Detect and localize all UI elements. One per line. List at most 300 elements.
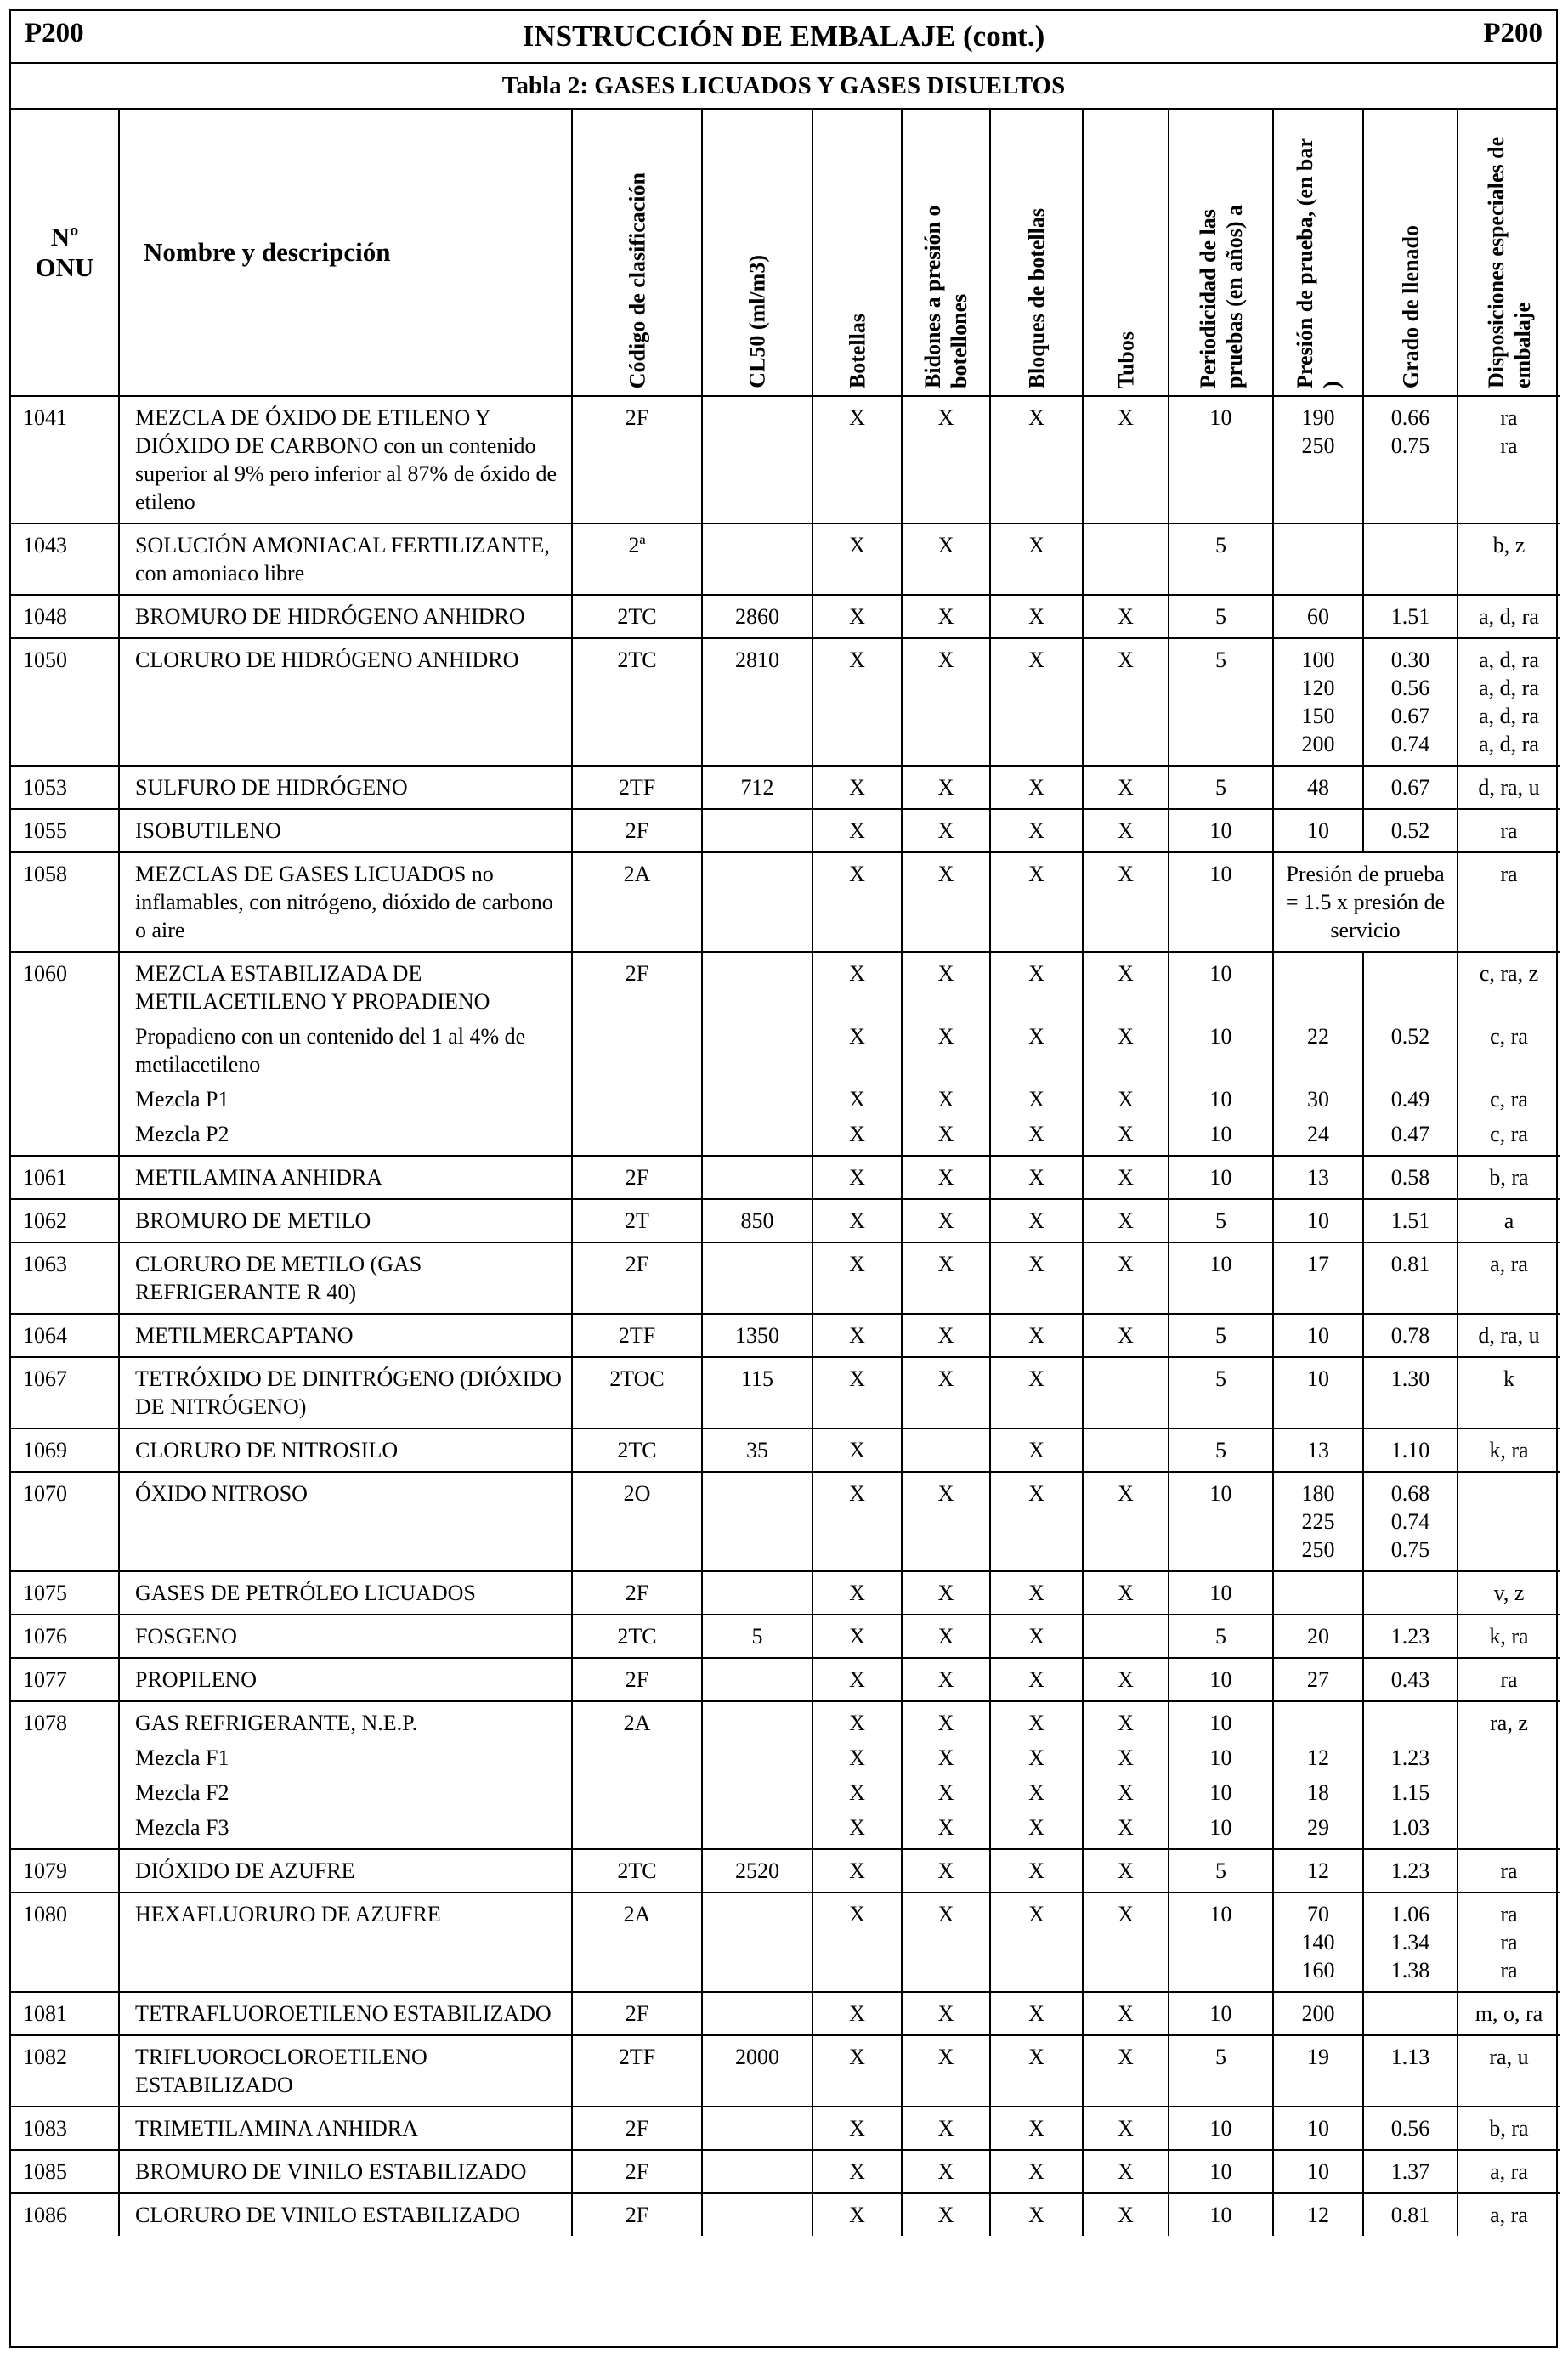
tubos-cell: X [1083, 595, 1169, 638]
un-number-cell: 1086 [11, 2193, 119, 2236]
tubos-cell: X [1083, 852, 1169, 952]
periodicidad-cell: 10 [1169, 809, 1273, 852]
lc50-cell [702, 396, 812, 523]
presion-value: 17 [1307, 1252, 1329, 1276]
disposiciones-value: ra [1500, 405, 1518, 430]
bloques-value: X [1028, 1711, 1044, 1735]
grado-cell [1363, 1199, 1458, 1242]
bloques-cell: X [990, 2107, 1083, 2150]
disposiciones-value [1463, 1813, 1554, 1841]
disposiciones-cell [1458, 766, 1560, 809]
disposiciones-value: a, d, ra [1479, 604, 1539, 629]
botellas-value: X [849, 1024, 865, 1049]
name-line: DIÓXIDO DE AZUFRE [135, 1858, 355, 1883]
grado-value: 0.56 [1390, 2116, 1430, 2141]
tubos-cell: X [1083, 1992, 1169, 2035]
name-cell [119, 523, 572, 595]
un-number-cell: 1080 [11, 1892, 119, 1992]
grado-value: 0.67 [1390, 704, 1430, 728]
grado-cell [1363, 1658, 1458, 1701]
bidones-cell: X [902, 1849, 990, 1892]
class-code-cell: 2TC [572, 1849, 702, 1892]
presion-value: 19 [1307, 2045, 1329, 2069]
grado-value: 0.74 [1390, 732, 1430, 756]
class-code-cell: 2F [572, 1156, 702, 1199]
presion-value: 10 [1307, 1366, 1329, 1391]
name-cell [119, 1428, 572, 1472]
presion-cell [1273, 595, 1363, 638]
presion-cell [1273, 1892, 1363, 1992]
class-code-cell: 2TC [572, 595, 702, 638]
presion-value: 10 [1307, 818, 1329, 843]
name-line: TETRÓXIDO DE DINITRÓGENO (DIÓXIDO DE NITRÓGENO) [135, 1366, 562, 1419]
presion-value: 12 [1307, 2203, 1329, 2227]
periodicidad-cell: 10 [1169, 1658, 1273, 1701]
disposiciones-cell [1458, 1892, 1560, 1992]
class-code-cell: 2F [572, 1571, 702, 1615]
name-line: TRIMETILAMINA ANHIDRA [135, 2116, 418, 2141]
grado-value: 1.23 [1390, 1858, 1430, 1883]
periodicidad-value: 10 [1209, 961, 1232, 986]
class-code-cell: 2O [572, 1472, 702, 1571]
lc50-cell: 115 [702, 1357, 812, 1428]
disposiciones-value [1463, 1744, 1554, 1772]
disposiciones-cell [1458, 1849, 1560, 1892]
name-cell [119, 1892, 572, 1992]
grado-value: 0.81 [1390, 1252, 1430, 1276]
grado-value: 0.66 [1390, 405, 1430, 430]
name-cell [119, 1242, 572, 1314]
tubos-value: X [1118, 1024, 1134, 1049]
grado-cell [1363, 396, 1458, 523]
tubos-cell: X [1083, 638, 1169, 766]
bloques-cell: X [990, 1199, 1083, 1242]
name-cell [119, 852, 572, 952]
lc50-cell: 850 [702, 1199, 812, 1242]
class-code-cell: 2TC [572, 638, 702, 766]
grado-cell [1363, 952, 1458, 1156]
botellas-cell: X [812, 1571, 902, 1615]
botellas-cell: X [812, 523, 902, 595]
grado-cell [1363, 1615, 1458, 1658]
gases-table [11, 110, 1560, 2236]
col-header-onu: Nº ONU [11, 110, 119, 396]
presion-value: 180 [1301, 1481, 1335, 1506]
un-number-cell: 1067 [11, 1357, 119, 1428]
presion-value: 190 [1301, 405, 1335, 430]
botellas-value: X [849, 1745, 865, 1770]
bidones-cell: X [902, 1472, 990, 1571]
presion-cell [1273, 638, 1363, 766]
table-row [11, 1992, 1560, 2035]
periodicidad-cell: 5 [1169, 1199, 1273, 1242]
periodicidad-cell: 10 [1169, 1472, 1273, 1571]
botellas-cell: X [812, 1242, 902, 1314]
un-number-cell: 1077 [11, 1658, 119, 1701]
botellas-cell: X [812, 2035, 902, 2107]
bidones-cell [902, 1701, 990, 1849]
presion-cell [1273, 1472, 1363, 1571]
bloques-cell: X [990, 638, 1083, 766]
bidones-cell: X [902, 1357, 990, 1428]
name-cell [119, 1849, 572, 1892]
class-code-cell: 2TF [572, 1314, 702, 1357]
grado-value: 1.34 [1390, 1930, 1430, 1955]
disposiciones-value: ra [1500, 818, 1518, 843]
presion-value: 120 [1301, 676, 1335, 700]
tubos-cell: X [1083, 1199, 1169, 1242]
un-number-cell: 1064 [11, 1314, 119, 1357]
name-cell [119, 2193, 572, 2236]
periodicidad-cell: 5 [1169, 595, 1273, 638]
presion-cell [1273, 523, 1363, 595]
presion-value: 10 [1307, 2159, 1329, 2184]
bidones-cell: X [902, 1892, 990, 1992]
periodicidad-cell: 10 [1169, 1156, 1273, 1199]
name-line: CLORURO DE NITROSILO [135, 1438, 399, 1462]
disposiciones-value: a, d, ra [1479, 704, 1539, 728]
botellas-value: X [849, 1122, 865, 1146]
name-cell [119, 638, 572, 766]
table-row [11, 1472, 1560, 1571]
bloques-cell: X [990, 396, 1083, 523]
tubos-cell: X [1083, 1658, 1169, 1701]
table-row [11, 1156, 1560, 1199]
periodicidad-cell: 5 [1169, 766, 1273, 809]
presion-value: 70 [1307, 1902, 1329, 1926]
botellas-value: X [849, 1780, 865, 1805]
grado-value: 1.23 [1390, 1624, 1430, 1649]
bloques-cell: X [990, 2150, 1083, 2193]
botellas-cell: X [812, 1992, 902, 2035]
table-row [11, 2150, 1560, 2193]
tubos-cell [1083, 952, 1169, 1156]
bidones-cell: X [902, 852, 990, 952]
table-row [11, 1892, 1560, 1992]
grado-cell [1363, 1357, 1458, 1428]
grado-cell [1363, 1472, 1458, 1571]
periodicidad-cell: 5 [1169, 1357, 1273, 1428]
un-number-cell: 1079 [11, 1849, 119, 1892]
bloques-value: X [1028, 1815, 1044, 1840]
disposiciones-cell [1458, 396, 1560, 523]
grado-value: 0.58 [1390, 1165, 1430, 1190]
grado-value: 1.03 [1390, 1815, 1430, 1840]
grado-cell [1363, 2193, 1458, 2236]
disposiciones-cell [1458, 2193, 1560, 2236]
name-line: METILAMINA ANHIDRA [135, 1165, 383, 1190]
class-code-cell: 2T [572, 1199, 702, 1242]
lc50-cell [702, 1992, 812, 2035]
table-row [11, 1199, 1560, 1242]
periodicidad-cell: 5 [1169, 1849, 1273, 1892]
botellas-cell: X [812, 1849, 902, 1892]
presion-cell [1273, 1156, 1363, 1199]
disposiciones-cell [1458, 2107, 1560, 2150]
un-number-cell: 1048 [11, 595, 119, 638]
disposiciones-value: b, ra [1489, 2116, 1529, 2141]
lc50-cell [702, 2193, 812, 2236]
disposiciones-cell [1458, 809, 1560, 852]
disposiciones-cell [1458, 1242, 1560, 1314]
name-line: Mezcla F2 [135, 1780, 229, 1805]
botellas-cell: X [812, 766, 902, 809]
name-cell [119, 1571, 572, 1615]
class-code-cell: 2ª [572, 523, 702, 595]
periodicidad-cell: 10 [1169, 396, 1273, 523]
disposiciones-cell [1458, 1992, 1560, 2035]
grado-value: 1.51 [1390, 1208, 1430, 1233]
tubos-value: X [1118, 1745, 1134, 1770]
periodicidad-cell: 10 [1169, 2193, 1273, 2236]
tubos-cell [1083, 1428, 1169, 1472]
table-row [11, 766, 1560, 809]
name-line: TRIFLUOROCLOROETILENO ESTABILIZADO [135, 2045, 427, 2097]
lc50-cell: 712 [702, 766, 812, 809]
bidones-value: X [937, 1024, 954, 1049]
disposiciones-cell [1458, 1199, 1560, 1242]
lc50-cell [702, 852, 812, 952]
disposiciones-cell [1458, 1428, 1560, 1472]
botellas-cell: X [812, 1199, 902, 1242]
bloques-cell: X [990, 809, 1083, 852]
botellas-cell [812, 952, 902, 1156]
botellas-cell: X [812, 595, 902, 638]
presion-value: 12 [1307, 1858, 1329, 1883]
presion-cell [1273, 952, 1363, 1156]
disposiciones-value: c, ra [1490, 1024, 1528, 1049]
disposiciones-value: ra [1500, 1902, 1518, 1926]
disposiciones-cell [1458, 1658, 1560, 1701]
name-line: GASES DE PETRÓLEO LICUADOS [135, 1581, 476, 1605]
name-line: MEZCLA DE ÓXIDO DE ETILENO Y DIÓXIDO DE CARBONO con un contenido superior al 9% pero inferior al 87% de óxido de etileno [135, 405, 558, 514]
tubos-cell: X [1083, 1314, 1169, 1357]
botellas-cell: X [812, 396, 902, 523]
disposiciones-cell [1458, 2150, 1560, 2193]
name-line: GAS REFRIGERANTE, N.E.P. [135, 1711, 418, 1735]
lc50-cell: 35 [702, 1428, 812, 1472]
class-code-cell: 2F [572, 396, 702, 523]
bidones-cell: X [902, 1571, 990, 1615]
bidones-value: X [937, 1087, 954, 1112]
bidones-cell: X [902, 1992, 990, 2035]
col-header-class-code: Código de clasificación [572, 110, 702, 396]
bidones-cell [902, 952, 990, 1156]
lc50-cell [702, 1571, 812, 1615]
un-number-cell: 1050 [11, 638, 119, 766]
table-row [11, 1314, 1560, 1357]
document-page [9, 9, 1558, 2348]
name-line: Mezcla P2 [135, 1122, 229, 1146]
col-header-bidones: Bidones a presión o botellones [902, 110, 990, 396]
bidones-cell: X [902, 595, 990, 638]
presion-value: 200 [1301, 2001, 1335, 2026]
tubos-cell: X [1083, 1892, 1169, 1992]
grado-cell [1363, 1892, 1458, 1992]
name-line: MEZCLA ESTABILIZADA DE METILACETILENO Y PROPADIENO [135, 961, 490, 1014]
bloques-cell: X [990, 595, 1083, 638]
tubos-cell: X [1083, 1849, 1169, 1892]
presion-value: 250 [1301, 433, 1335, 458]
disposiciones-cell [1458, 852, 1560, 952]
bloques-cell: X [990, 1849, 1083, 1892]
presion-value: 150 [1301, 704, 1335, 728]
presion-cell [1273, 2107, 1363, 2150]
disposiciones-cell [1458, 1472, 1560, 1571]
disposiciones-value [1463, 1479, 1554, 1508]
botellas-cell: X [812, 1156, 902, 1199]
presion-cell [1273, 1571, 1363, 1615]
periodicidad-value: 10 [1209, 1815, 1232, 1840]
presion-value: 27 [1307, 1667, 1329, 1692]
disposiciones-cell [1458, 1571, 1560, 1615]
un-number-cell: 1081 [11, 1992, 119, 2035]
grado-value [1369, 2000, 1452, 2028]
lc50-cell: 2000 [702, 2035, 812, 2107]
periodicidad-value: 10 [1209, 1711, 1232, 1735]
un-number-cell: 1041 [11, 396, 119, 523]
botellas-cell: X [812, 638, 902, 766]
name-line: SOLUCIÓN AMONIACAL FERTILIZANTE, con amoniaco libre [135, 533, 550, 586]
presion-value: 13 [1307, 1165, 1329, 1190]
tubos-cell [1083, 1615, 1169, 1658]
presion-cell [1273, 809, 1363, 852]
grado-value: 0.52 [1390, 1024, 1430, 1049]
bloques-cell: X [990, 1428, 1083, 1472]
bidones-value: X [937, 1780, 954, 1805]
name-cell [119, 1199, 572, 1242]
bidones-cell: X [902, 766, 990, 809]
tubos-value: X [1118, 961, 1134, 986]
class-code-cell: 2TOC [572, 1357, 702, 1428]
grado-value: 0.75 [1390, 1537, 1430, 1562]
grado-value: 0.52 [1390, 818, 1430, 843]
botellas-cell: X [812, 2107, 902, 2150]
presion-value: 12 [1307, 1745, 1329, 1770]
bidones-cell: X [902, 809, 990, 852]
class-code-cell: 2F [572, 1992, 702, 2035]
un-number-cell: 1069 [11, 1428, 119, 1472]
disposiciones-value: v, z [1493, 1581, 1525, 1605]
tubos-cell: X [1083, 2107, 1169, 2150]
table-row [11, 1242, 1560, 1314]
un-number-cell: 1043 [11, 523, 119, 595]
name-line: Mezcla F3 [135, 1815, 229, 1840]
presion-value: 225 [1301, 1509, 1335, 1534]
presion-value: 18 [1307, 1780, 1329, 1805]
bloques-cell: X [990, 1892, 1083, 1992]
disposiciones-value: b, z [1492, 533, 1526, 557]
disposiciones-value: ra [1500, 1930, 1518, 1955]
periodicidad-cell: 5 [1169, 1428, 1273, 1472]
lc50-cell: 2520 [702, 1849, 812, 1892]
bidones-cell: X [902, 1658, 990, 1701]
periodicidad-cell [1169, 1701, 1273, 1849]
bloques-value: X [1028, 961, 1044, 986]
bidones-cell: X [902, 638, 990, 766]
lc50-cell [702, 2107, 812, 2150]
disposiciones-value: a, ra [1490, 1252, 1528, 1276]
botellas-cell: X [812, 1658, 902, 1701]
name-line: PROPILENO [135, 1667, 258, 1692]
table-row [11, 1615, 1560, 1658]
bloques-value: X [1028, 1024, 1044, 1049]
tubos-cell: X [1083, 2193, 1169, 2236]
col-header-disposiciones: Disposiciones especiales de embalaje [1458, 110, 1560, 396]
lc50-cell [702, 1701, 812, 1849]
tubos-value: X [1118, 1711, 1134, 1735]
lc50-cell [702, 2150, 812, 2193]
bloques-cell: X [990, 2035, 1083, 2107]
lc50-cell: 2810 [702, 638, 812, 766]
presion-cell [1273, 2035, 1363, 2107]
class-code-cell: 2A [572, 1701, 702, 1849]
grado-cell [1363, 1156, 1458, 1199]
presion-cell [1273, 766, 1363, 809]
table-row [11, 1658, 1560, 1701]
periodicidad-cell: 10 [1169, 1242, 1273, 1314]
disposiciones-value: k, ra [1489, 1624, 1529, 1649]
table-header-row [11, 110, 1560, 396]
disposiciones-value: c, ra [1490, 1087, 1528, 1112]
bloques-cell: X [990, 1658, 1083, 1701]
lc50-cell: 2860 [702, 595, 812, 638]
class-code-cell: 2F [572, 809, 702, 852]
table-row [11, 852, 1560, 952]
disposiciones-value: c, ra, z [1479, 961, 1539, 986]
un-number-cell: 1062 [11, 1199, 119, 1242]
bloques-value: X [1028, 1122, 1044, 1146]
periodicidad-cell [1169, 952, 1273, 1156]
grado-value: 0.30 [1390, 648, 1430, 672]
botellas-cell: X [812, 1314, 902, 1357]
name-cell [119, 1156, 572, 1199]
disposiciones-cell [1458, 2035, 1560, 2107]
name-line: FOSGENO [135, 1624, 237, 1649]
bloques-value: X [1028, 1745, 1044, 1770]
name-cell [119, 1701, 572, 1849]
periodicidad-cell: 5 [1169, 1615, 1273, 1658]
bloques-cell: X [990, 1472, 1083, 1571]
lc50-cell [702, 1658, 812, 1701]
presion-value: 60 [1307, 604, 1329, 629]
test-pressure-note-cell: Presión de prueba = 1.5 x presión de servicio [1273, 852, 1458, 952]
presion-cell [1273, 1849, 1363, 1892]
un-number-cell: 1085 [11, 2150, 119, 2193]
col-header-lc50: CL50 (ml/m3) [702, 110, 812, 396]
grado-value [1369, 1579, 1452, 1607]
grado-value: 0.47 [1390, 1122, 1430, 1146]
periodicidad-value: 10 [1209, 1745, 1232, 1770]
name-line: BROMURO DE METILO [135, 1208, 371, 1233]
name-cell [119, 809, 572, 852]
presion-value [1279, 531, 1357, 559]
class-code-cell: 2F [572, 1658, 702, 1701]
un-number-cell: 1075 [11, 1571, 119, 1615]
bidones-cell: X [902, 1156, 990, 1199]
name-cell [119, 1314, 572, 1357]
tubos-value: X [1118, 1122, 1134, 1146]
name-cell [119, 2150, 572, 2193]
bloques-cell: X [990, 1156, 1083, 1199]
bloques-cell: X [990, 1242, 1083, 1314]
disposiciones-value: ra [1500, 1858, 1518, 1883]
grado-value: 0.49 [1390, 1087, 1430, 1112]
grado-value: 1.06 [1390, 1902, 1430, 1926]
tubos-cell [1083, 1357, 1169, 1428]
lc50-cell [702, 1156, 812, 1199]
bidones-value: X [937, 1745, 954, 1770]
